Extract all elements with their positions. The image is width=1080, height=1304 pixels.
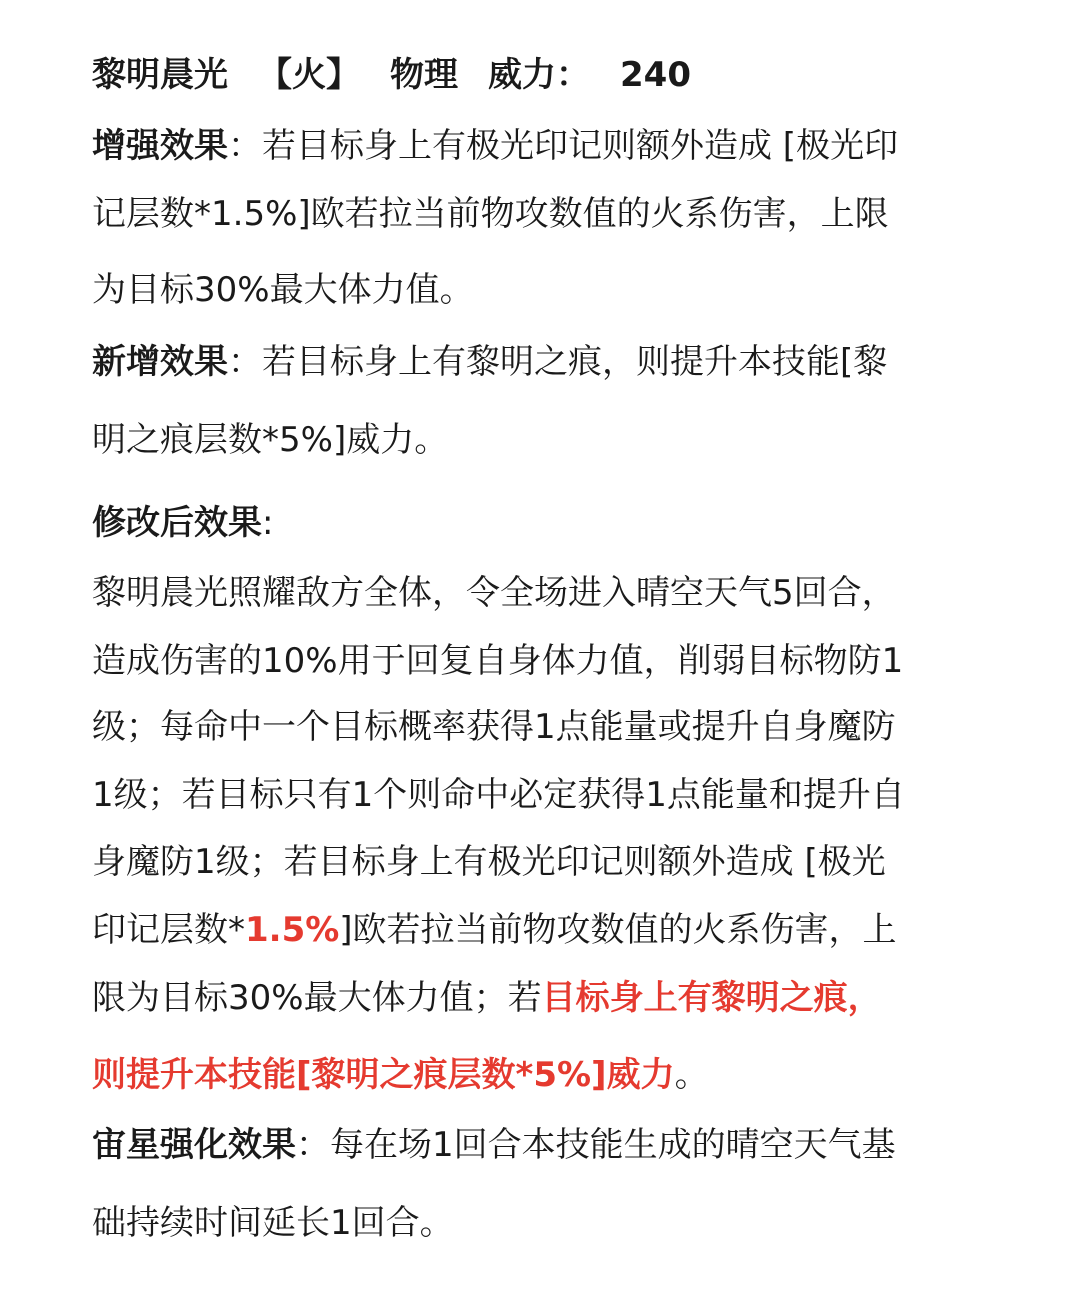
highlight-percent: 1.5% bbox=[245, 910, 340, 950]
added-line-2 bbox=[92, 420, 992, 460]
enhance-text-3: 为目标30%最大体力值。 bbox=[92, 270, 474, 310]
skill-power: 威力： 240 bbox=[488, 55, 691, 95]
added-text-1: 若目标身上有黎明之痕，则提升本技能[黎 bbox=[262, 342, 888, 382]
modified-line-6: 印记层数*1.5%]欧若拉当前物攻数值的火系伤害，上 bbox=[92, 910, 897, 950]
modified-line-7: 限为目标30%最大体力值；若目标身上有黎明之痕， bbox=[92, 978, 882, 1018]
added-line-1: 新增效果：若目标身上有黎明之痕，则提升本技能[黎 bbox=[92, 342, 888, 382]
skill-element: 【火】 bbox=[258, 55, 360, 95]
enhance-line-3 bbox=[92, 270, 992, 310]
modified-line-1: 黎明晨光照耀敌方全体，令全场进入晴空天气5回合， bbox=[92, 573, 896, 613]
added-label: 新增效果 bbox=[92, 342, 228, 382]
modified-line-5: 身魔防1级；若目标身上有极光印记则额外造成 [极光 bbox=[92, 842, 886, 882]
modified-line-8: 则提升本技能[黎明之痕层数*5%]威力。 bbox=[92, 1055, 709, 1095]
enhance-label: 增强效果 bbox=[92, 126, 228, 166]
star-label: 宙星强化效果 bbox=[92, 1125, 296, 1165]
enhance-line-2 bbox=[92, 194, 992, 234]
highlight-dawn-mark: 目标身上有黎明之痕， bbox=[541, 978, 882, 1018]
modified-heading: 修改后效果: bbox=[92, 503, 274, 543]
skill-title bbox=[92, 55, 992, 95]
modified-line-2: 造成伤害的10%用于回复自身体力值，削弱目标物防1 bbox=[92, 641, 904, 681]
added-text-2: 明之痕层数*5%]威力。 bbox=[92, 420, 449, 460]
modified-line-4: 1级；若目标只有1个则命中必定获得1点能量和提升自 bbox=[92, 775, 905, 815]
enhance-text-2: 记层数*1.5%]欧若拉当前物攻数值的火系伤害，上限 bbox=[92, 194, 889, 234]
star-line-2: 础持续时间延长1回合。 bbox=[92, 1203, 454, 1243]
highlight-power-boost: 则提升本技能[黎明之痕层数*5%]威力 bbox=[92, 1055, 675, 1095]
star-line-1: 宙星强化效果：每在场1回合本技能生成的晴空天气基 bbox=[92, 1125, 896, 1165]
modified-line-3: 级；每命中一个目标概率获得1点能量或提升自身魔防 bbox=[92, 707, 896, 747]
enhance-text-1: 若目标身上有极光印记则额外造成 [极光印 bbox=[262, 126, 899, 166]
enhance-line-1: 增强效果：若目标身上有极光印记则额外造成 [极光印 bbox=[92, 126, 899, 166]
skill-category: 物理 bbox=[390, 55, 458, 95]
skill-name: 黎明晨光 bbox=[92, 55, 228, 95]
modified-label: 修改后效果 bbox=[92, 503, 262, 543]
